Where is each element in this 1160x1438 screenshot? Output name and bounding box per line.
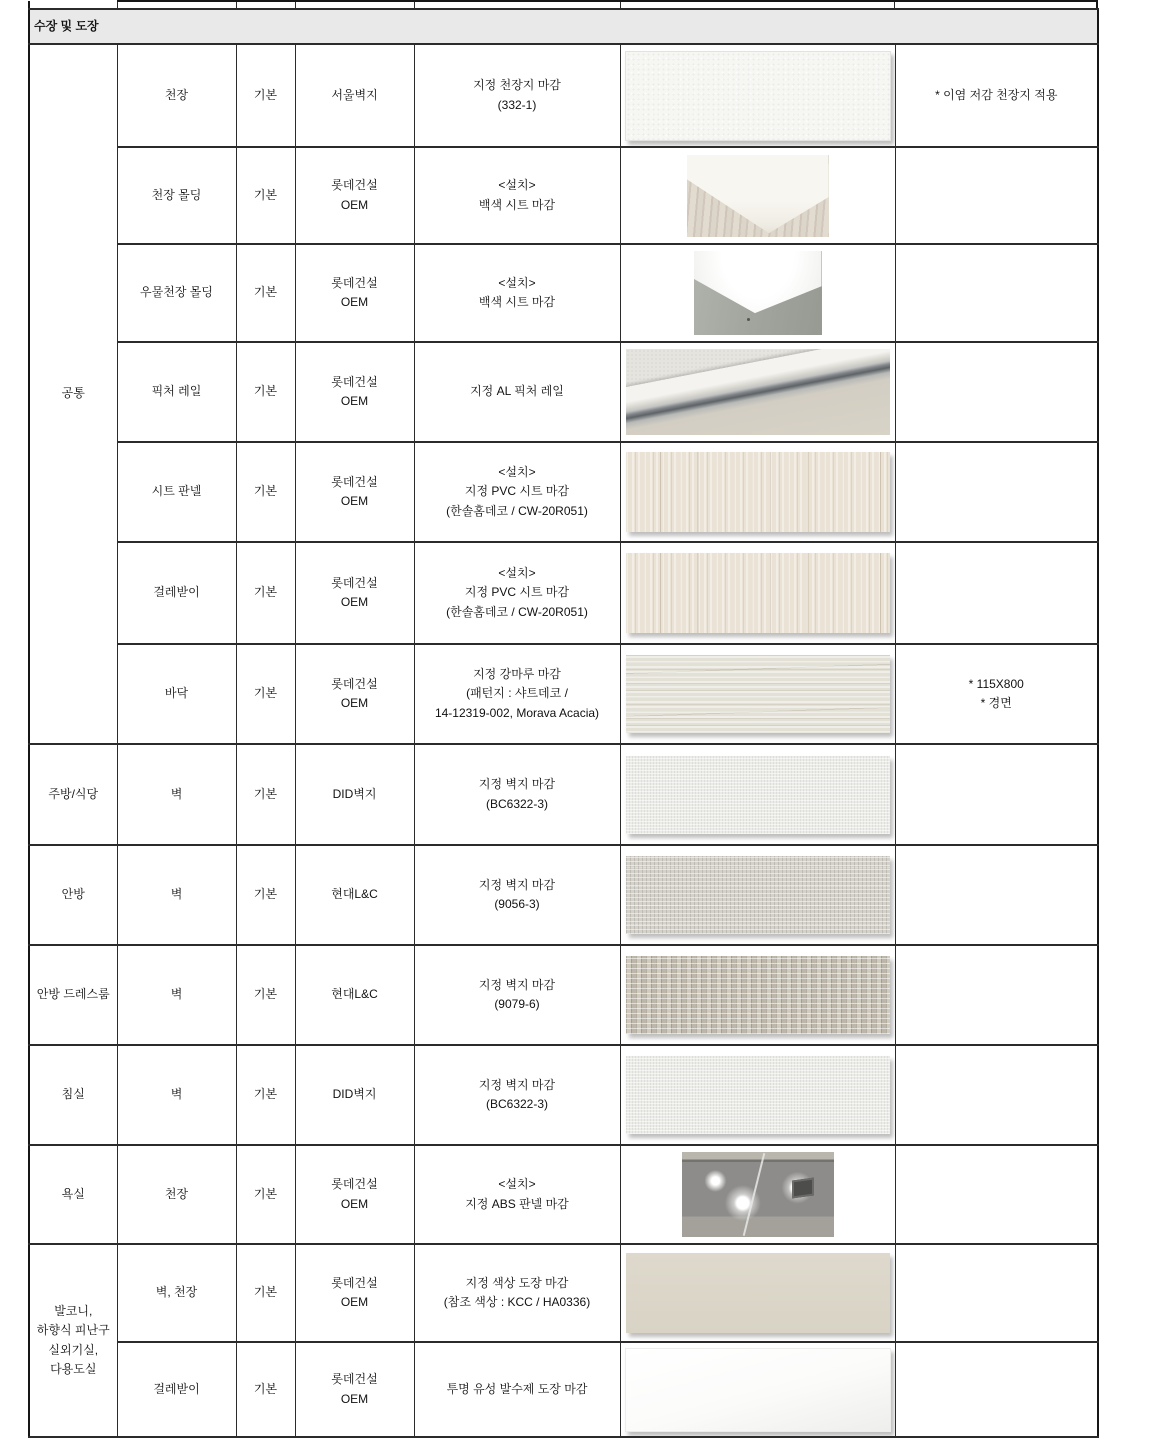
grade-label: 기본 — [253, 786, 278, 801]
location-label: 공통 — [61, 386, 85, 401]
cell-sample-image — [620, 744, 895, 845]
bathroom-ceiling-photo — [682, 1152, 834, 1237]
grade-label: 기본 — [253, 887, 278, 902]
cell-finish-description — [414, 1045, 620, 1145]
item-label: 벽 — [170, 786, 183, 801]
cell-manufacturer — [295, 147, 414, 244]
cell-manufacturer — [295, 1145, 414, 1244]
cell-sample-image — [620, 945, 895, 1045]
location-label: 주방/식당 — [48, 786, 99, 801]
finish-description-line: 지정 AL 픽처 레일 — [470, 384, 564, 399]
cell-finish-description — [414, 945, 620, 1045]
finishing-spec-table — [28, 8, 1099, 1438]
finish-description-line: 지정 PVC 시트 마감 — [464, 585, 570, 600]
cell-location — [29, 744, 117, 845]
item-label: 벽 — [170, 1087, 183, 1102]
cell-finish-description — [414, 1342, 620, 1437]
finish-description-line: 투명 유성 발수제 도장 마감 — [446, 1381, 588, 1396]
cell-grade — [236, 1244, 295, 1342]
spec-sheet — [28, 0, 1099, 1438]
cell-grade — [236, 845, 295, 945]
cell-location — [29, 44, 117, 744]
location-label: 안방 드레스룸 — [36, 987, 110, 1002]
grade-label: 기본 — [253, 1381, 278, 1396]
cell-grade — [236, 1342, 295, 1437]
item-label: 벽 — [170, 987, 183, 1002]
item-label: 픽처 레일 — [151, 384, 202, 399]
table-row — [29, 845, 1098, 945]
cell-note — [895, 1342, 1098, 1437]
location-label: 다용도실 — [50, 1361, 97, 1376]
finish-description-line: 지정 벽지 마감 — [478, 977, 556, 992]
grade-label: 기본 — [253, 87, 278, 102]
cell-grade — [236, 342, 295, 442]
manufacturer-label: OEM — [340, 1391, 369, 1406]
cell-manufacturer — [295, 442, 414, 542]
cell-location — [29, 1244, 117, 1437]
cropped-cell — [894, 1, 1097, 8]
cell-item — [117, 147, 236, 244]
table-row — [29, 442, 1098, 542]
cell-sample-image — [620, 1342, 895, 1437]
cell-item — [117, 442, 236, 542]
note-line: * 115X800 — [968, 676, 1024, 691]
cell-finish-description — [414, 542, 620, 644]
manufacturer-label: DID벽지 — [332, 1087, 377, 1102]
cell-manufacturer — [295, 1244, 414, 1342]
coffered-ceiling-molding-photo — [694, 251, 822, 335]
grade-label: 기본 — [253, 1186, 278, 1201]
cell-grade — [236, 244, 295, 342]
item-label: 걸레받이 — [153, 1381, 200, 1396]
table-row — [29, 44, 1098, 147]
table-row — [29, 744, 1098, 845]
cropped-cell — [295, 1, 414, 8]
cell-finish-description — [414, 147, 620, 244]
cell-grade — [236, 1145, 295, 1244]
cell-manufacturer — [295, 244, 414, 342]
table-row — [29, 147, 1098, 244]
finish-description-line: 14-12319-002, Morava Acacia) — [434, 705, 600, 720]
grade-label: 기본 — [253, 1087, 278, 1102]
table-row — [29, 644, 1098, 744]
cropped-cell — [117, 1, 236, 8]
cell-manufacturer — [295, 644, 414, 744]
grade-label: 기본 — [253, 987, 278, 1002]
cropped-cell — [29, 1, 117, 8]
item-label: 시트 판넬 — [151, 484, 202, 499]
grade-label: 기본 — [253, 686, 278, 701]
manufacturer-label: 현대L&C — [331, 987, 378, 1002]
table-row — [29, 1244, 1098, 1342]
location-label: 욕실 — [61, 1186, 85, 1201]
item-label: 천장 몰딩 — [151, 187, 202, 202]
wood-floor-sample — [626, 655, 890, 733]
cell-item — [117, 744, 236, 845]
cell-item — [117, 644, 236, 744]
cell-item — [117, 1045, 236, 1145]
table-row — [29, 244, 1098, 342]
finish-description-line: (BC6322-3) — [485, 796, 549, 811]
cell-item — [117, 945, 236, 1045]
ceiling-paper-sample — [625, 51, 891, 141]
table-row — [29, 342, 1098, 442]
cell-manufacturer — [295, 945, 414, 1045]
cell-sample-image — [620, 1145, 895, 1244]
cell-item — [117, 845, 236, 945]
finish-description-line: <설치> — [498, 465, 536, 480]
cell-location — [29, 1145, 117, 1244]
manufacturer-label: 롯데건설 — [331, 275, 378, 290]
table-row — [29, 542, 1098, 644]
cell-note — [895, 644, 1098, 744]
location-label: 실외기실, — [48, 1342, 99, 1357]
cell-manufacturer — [295, 1045, 414, 1145]
cell-grade — [236, 147, 295, 244]
finish-description-line: (참조 색상 : KCC / HA0336) — [443, 1295, 591, 1309]
table-row — [29, 1045, 1098, 1145]
grade-label: 기본 — [253, 484, 278, 499]
finish-description-line: 지정 천장지 마감 — [473, 78, 561, 93]
finish-description-line: (332-1) — [497, 97, 537, 112]
finish-description-line: 백색 시트 마감 — [478, 197, 556, 212]
cell-note — [895, 342, 1098, 442]
finish-description-line: 지정 벽지 마감 — [478, 877, 556, 892]
cell-note — [895, 945, 1098, 1045]
finish-description-line: (한솔홈데코 / CW-20R051) — [446, 604, 588, 619]
cell-manufacturer — [295, 44, 414, 147]
wallpaper-bc6322-sample — [626, 756, 890, 834]
finish-description-line: 지정 ABS 판넬 마감 — [465, 1196, 569, 1211]
cell-note — [895, 442, 1098, 542]
section-header-row — [29, 9, 1098, 44]
cell-note — [895, 147, 1098, 244]
cell-item — [117, 1342, 236, 1437]
manufacturer-label: OEM — [340, 494, 369, 508]
finish-description-line: (9056-3) — [494, 897, 540, 911]
clear-coating-sample — [625, 1348, 891, 1432]
manufacturer-label: 롯데건설 — [331, 575, 378, 590]
table-row — [29, 945, 1098, 1045]
finish-description-line: 지정 색상 도장 마감 — [465, 1275, 569, 1290]
table-row — [29, 1145, 1098, 1244]
cell-manufacturer — [295, 744, 414, 845]
pvc-sheet-baseboard-sample — [626, 553, 890, 633]
finish-description-line: (패턴지 : 샤트데코 / — [466, 686, 568, 701]
cell-sample-image — [620, 1045, 895, 1145]
cell-sample-image — [620, 44, 895, 147]
finish-description-line: <설치> — [498, 1177, 536, 1192]
ceiling-molding-photo — [687, 155, 829, 237]
wallpaper-bc6322-sample — [626, 1056, 890, 1134]
cell-location — [29, 845, 117, 945]
cell-item — [117, 542, 236, 644]
cell-grade — [236, 644, 295, 744]
finish-description-line: <설치> — [498, 566, 536, 581]
finish-description-line: 지정 강마루 마감 — [473, 667, 561, 682]
item-label: 바닥 — [164, 686, 189, 701]
cropped-cell — [620, 1, 894, 8]
cell-grade — [236, 542, 295, 644]
grade-label: 기본 — [253, 1285, 278, 1300]
cell-manufacturer — [295, 542, 414, 644]
grade-label: 기본 — [253, 585, 278, 600]
manufacturer-label: 서울벽지 — [331, 87, 378, 102]
cropped-row — [29, 1, 1097, 8]
cell-finish-description — [414, 845, 620, 945]
cell-location — [29, 945, 117, 1045]
finish-description-line: 지정 벽지 마감 — [478, 777, 556, 792]
cell-sample-image — [620, 542, 895, 644]
item-label: 천장 — [164, 87, 189, 102]
cell-note — [895, 244, 1098, 342]
item-label: 벽, 천장 — [155, 1285, 198, 1300]
cell-item — [117, 44, 236, 147]
finish-description-line: 백색 시트 마감 — [478, 295, 556, 309]
manufacturer-label: OEM — [340, 1295, 369, 1309]
item-label: 천장 — [164, 1186, 189, 1201]
cell-finish-description — [414, 244, 620, 342]
manufacturer-label: OEM — [340, 1196, 369, 1211]
manufacturer-label: OEM — [340, 295, 369, 309]
cropped-cell — [414, 1, 620, 8]
cell-sample-image — [620, 244, 895, 342]
cell-grade — [236, 945, 295, 1045]
cell-grade — [236, 442, 295, 542]
cell-note — [895, 744, 1098, 845]
cell-sample-image — [620, 147, 895, 244]
location-label: 안방 — [61, 887, 85, 902]
finish-description-line: (BC6322-3) — [485, 1097, 549, 1111]
location-label: 발코니, — [54, 1304, 93, 1319]
cell-manufacturer — [295, 845, 414, 945]
cell-sample-image — [620, 342, 895, 442]
cell-note — [895, 1045, 1098, 1145]
finish-description-line: <설치> — [498, 275, 536, 290]
cell-sample-image — [620, 845, 895, 945]
wallpaper-9056-sample — [626, 856, 890, 934]
cell-finish-description — [414, 342, 620, 442]
cell-item — [117, 1244, 236, 1342]
item-label: 걸레받이 — [153, 585, 200, 600]
manufacturer-label: DID벽지 — [332, 786, 377, 801]
cell-note — [895, 845, 1098, 945]
manufacturer-label: 롯데건설 — [331, 374, 378, 389]
section-title: 수장 및 도장 — [29, 9, 1098, 44]
cell-sample-image — [620, 1244, 895, 1342]
cell-finish-description — [414, 44, 620, 147]
cell-item — [117, 1145, 236, 1244]
cell-manufacturer — [295, 342, 414, 442]
cell-grade — [236, 744, 295, 845]
pvc-sheet-panel-sample — [626, 452, 890, 532]
item-label: 벽 — [170, 887, 183, 902]
manufacturer-label: 롯데건설 — [331, 178, 378, 193]
location-label: 침실 — [61, 1087, 85, 1102]
finish-description-line: <설치> — [498, 178, 536, 193]
note-line: * 경면 — [980, 696, 1012, 710]
grade-label: 기본 — [253, 384, 278, 399]
cell-grade — [236, 44, 295, 147]
cell-sample-image — [620, 442, 895, 542]
manufacturer-label: OEM — [340, 696, 369, 710]
table-row — [29, 1342, 1098, 1437]
cell-finish-description — [414, 744, 620, 845]
cell-sample-image — [620, 644, 895, 744]
wallpaper-9079-sample — [626, 956, 890, 1034]
cell-item — [117, 244, 236, 342]
manufacturer-label: 현대L&C — [331, 887, 378, 902]
cell-finish-description — [414, 442, 620, 542]
note-line: * 이염 저감 천장지 적용 — [935, 87, 1058, 102]
cropped-table-above — [28, 0, 1098, 8]
cell-finish-description — [414, 1145, 620, 1244]
cell-note — [895, 1244, 1098, 1342]
location-label: 하향식 피난구 — [36, 1323, 110, 1338]
cropped-cell — [236, 1, 295, 8]
cell-note — [895, 542, 1098, 644]
grade-label: 기본 — [253, 285, 278, 300]
manufacturer-label: 롯데건설 — [331, 1372, 378, 1387]
finish-description-line: 지정 벽지 마감 — [478, 1077, 556, 1092]
manufacturer-label: OEM — [340, 197, 369, 212]
cell-note — [895, 44, 1098, 147]
cell-location — [29, 1045, 117, 1145]
cell-note — [895, 1145, 1098, 1244]
cell-finish-description — [414, 644, 620, 744]
finish-description-line: (9079-6) — [494, 997, 540, 1011]
manufacturer-label: 롯데건설 — [331, 676, 378, 691]
picture-rail-photo — [626, 349, 890, 435]
cell-item — [117, 342, 236, 442]
manufacturer-label: OEM — [340, 595, 369, 609]
finish-description-line: (한솔홈데코 / CW-20R051) — [446, 503, 588, 518]
paint-color-sample — [626, 1253, 890, 1333]
cell-finish-description — [414, 1244, 620, 1342]
manufacturer-label: 롯데건설 — [331, 474, 378, 489]
cell-grade — [236, 1045, 295, 1145]
finish-description-line: 지정 PVC 시트 마감 — [464, 484, 570, 499]
manufacturer-label: OEM — [340, 394, 369, 408]
manufacturer-label: 롯데건설 — [331, 1177, 378, 1192]
item-label: 우물천장 몰딩 — [140, 285, 213, 300]
grade-label: 기본 — [253, 187, 278, 202]
manufacturer-label: 롯데건설 — [331, 1275, 378, 1290]
cell-manufacturer — [295, 1342, 414, 1437]
